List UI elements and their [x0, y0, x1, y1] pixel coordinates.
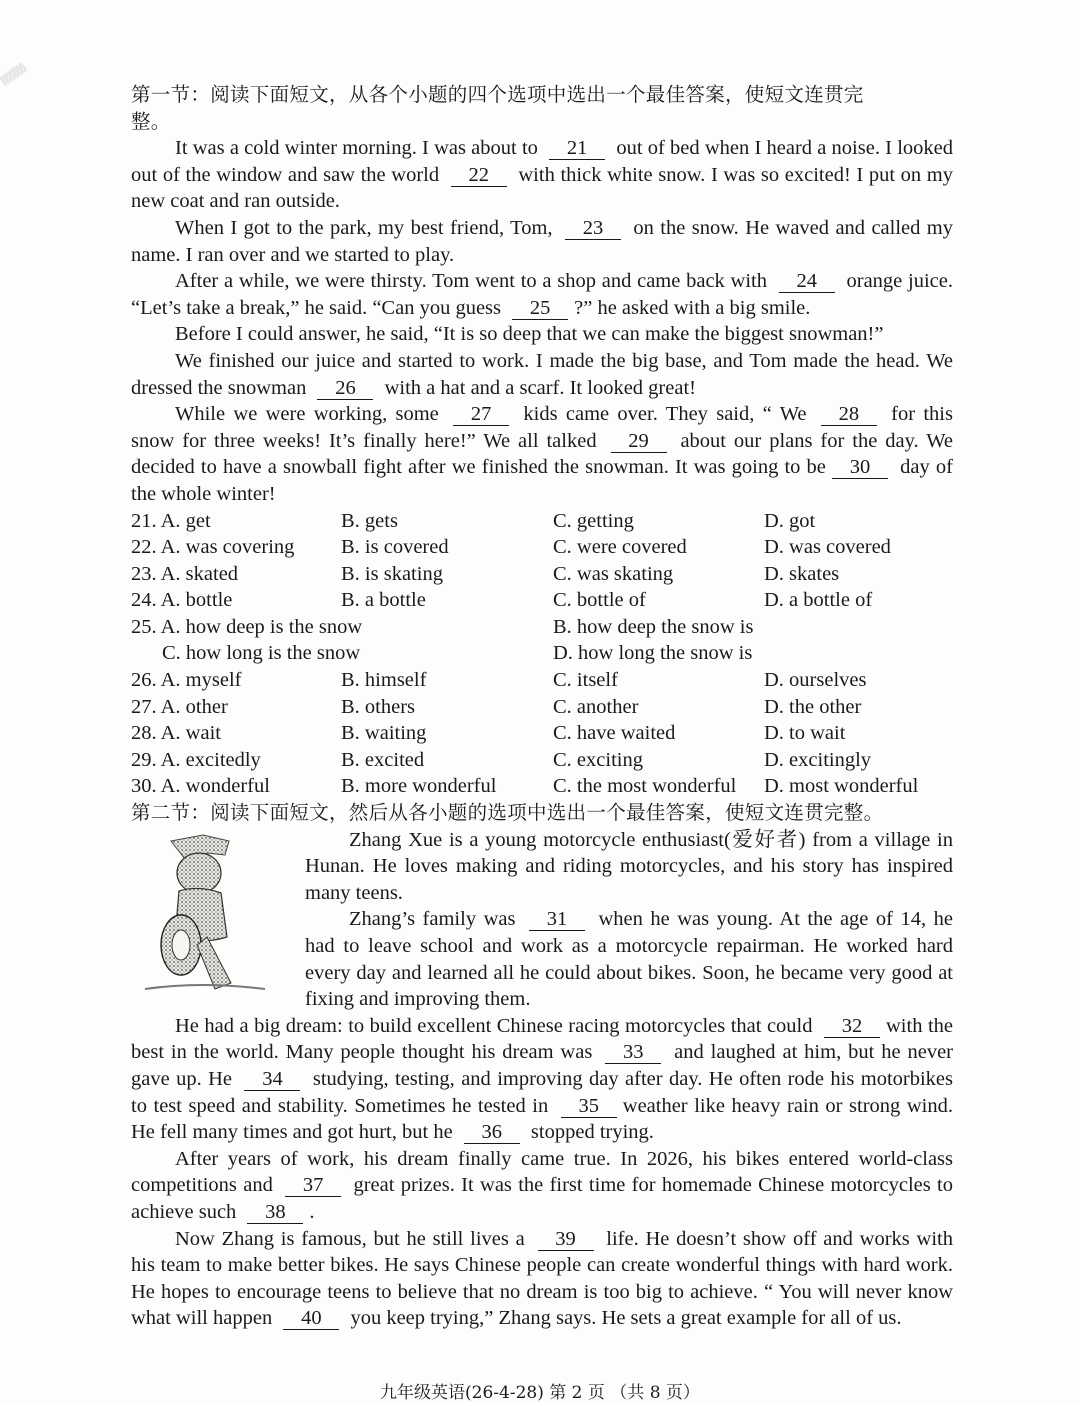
text: with a hat and a scarf. It looked great!	[379, 376, 696, 399]
options-21-24	[131, 508, 953, 614]
option-b: B. himself	[341, 669, 427, 692]
blank-29: 29	[611, 430, 667, 453]
option-c: C. have waited	[553, 722, 676, 745]
blank-31: 31	[529, 908, 585, 931]
motorcyclist-illustration	[141, 833, 269, 993]
text: Now Zhang is famous, but he still lives a	[175, 1227, 532, 1250]
blank-23: 23	[565, 217, 621, 240]
text: He had a big dream: to build excellent Chinese racing motorcycles that could	[175, 1014, 818, 1037]
blank-35: 35	[561, 1095, 617, 1118]
option-c: C. getting	[553, 509, 634, 532]
passage1-paragraph-1	[131, 135, 953, 215]
option-a: 26. A. myself	[131, 669, 242, 692]
text: We finished our juice and started to work. I made the big base, and Tom made the head. We dressed the snowman	[131, 349, 953, 399]
option-d: D. a bottle of	[764, 589, 873, 612]
text: kids came over. They said, “ We	[515, 403, 815, 426]
blank-25: 25	[512, 297, 568, 320]
option-a: 22. A. was covering	[131, 536, 295, 559]
question-row	[131, 587, 953, 614]
blank-32: 32	[824, 1015, 880, 1038]
option-d: D. to wait	[764, 722, 846, 745]
option-b: B. excited	[341, 748, 425, 771]
text: with thick white snow. I was so excited! I put on my new coat and ran outside.	[131, 163, 953, 213]
option-a: 21. A. get	[131, 509, 211, 532]
text: out of bed when I heard a noise. I looked out of the window and saw the world	[131, 137, 953, 186]
text: stopped trying.	[525, 1121, 654, 1144]
question-row	[131, 747, 953, 774]
option-b: B. waiting	[341, 722, 427, 745]
option-d: D. got	[764, 509, 816, 532]
option-d: D. the other	[764, 695, 862, 718]
text: After a while, we were thirsty. Tom went to a shop and came back with	[175, 270, 773, 293]
blank-37: 37	[285, 1174, 341, 1197]
blank-40: 40	[283, 1307, 339, 1330]
blank-26: 26	[317, 377, 373, 400]
text: .	[309, 1200, 315, 1223]
option-d: D. how long the snow is	[553, 642, 753, 665]
text: day of the whole winter!	[131, 456, 953, 505]
section1-heading-line1: 第一节：阅读下面短文，从各个小题的四个选项中选出一个最佳答案，使短文连贯完	[131, 83, 864, 106]
blank-22: 22	[451, 164, 507, 187]
text: about our plans for the day. We decided to have a snowball fight after we finished the snowman. It was going to be	[131, 429, 953, 479]
option-d: D. excitingly	[764, 748, 872, 771]
text: While we were working, some	[175, 403, 448, 426]
blank-39: 39	[538, 1228, 594, 1251]
option-b: B. is skating	[341, 562, 443, 585]
text: for this snow for three weeks! It’s finally here!” We all talked	[131, 403, 953, 452]
exam-page	[131, 82, 953, 1332]
text: life. He doesn’t show off and works with his team to make better bikes. He says Chinese people can create wonderful things with hard work. He hopes to encourage teens to believe that no dream is too big to achieve. “ You will never know what will happen	[131, 1227, 954, 1330]
option-d: D. was covered	[764, 536, 891, 559]
passage1-paragraph-3	[131, 268, 953, 321]
option-c: C. bottle of	[553, 589, 646, 612]
section1-heading-line2: 整。	[131, 109, 171, 133]
question-row	[131, 773, 953, 800]
blank-30: 30	[832, 456, 888, 479]
option-d: D. skates	[764, 562, 840, 585]
options-26-30	[131, 667, 953, 800]
blank-36: 36	[464, 1121, 520, 1144]
text: when he was young. At the age of 14, he had to leave school and work as a motorcycle repairman. He worked hard every day and learned all he could about bikes. Soon, he became very good at fixing and improving them.	[305, 908, 953, 1011]
passage1-paragraph-2	[131, 215, 953, 268]
passage2-intro	[131, 827, 953, 1013]
blank-34: 34	[244, 1068, 300, 1091]
passage2-paragraph-1: Zhang Xue is a young motorcycle enthusiast(爱好者) from a village in Hunan. He loves making and riding motorcycles, and his story has inspired many teens.	[305, 828, 953, 904]
text: studying, testing, and improving day after day. He often rode his motorbikes to test speed and stability. Sometimes he tested in	[131, 1067, 953, 1117]
blank-21: 21	[549, 137, 605, 160]
option-a: 25. A. how deep is the snow	[131, 615, 363, 638]
option-c: C. was skating	[553, 562, 674, 585]
option-c: C. itself	[553, 669, 618, 692]
question-row	[131, 667, 953, 694]
section2-heading: 第二节：阅读下面短文，然后从各小题的选项中选出一个最佳答案，使短文连贯完整。	[131, 801, 884, 825]
option-d: D. most wonderful	[764, 775, 919, 798]
text: on the snow. He waved and called my name. I ran over and we started to play.	[131, 216, 953, 266]
question-row	[131, 694, 953, 721]
passage2-paragraph-4	[131, 1146, 953, 1226]
text: weather like heavy rain or strong wind. He fell many times and got hurt, but he	[131, 1094, 953, 1144]
text: It was a cold winter morning. I was about to	[175, 137, 544, 160]
passage2-float-text	[305, 827, 953, 1013]
option-a: 23. A. skated	[131, 562, 239, 585]
text: you keep trying,” Zhang says. He sets a great example for all of us.	[345, 1307, 902, 1330]
passage1-paragraph-6	[131, 401, 953, 507]
option-b: B. how deep the snow is	[553, 615, 754, 638]
watermark: ▒▒▒▒	[0, 62, 29, 88]
question-row	[131, 614, 953, 641]
option-c: C. another	[553, 695, 639, 718]
option-b: B. more wonderful	[341, 775, 497, 798]
text: orange juice. “Let’s take a break,” he said. “Can you guess	[131, 270, 953, 319]
question-row	[131, 720, 953, 747]
blank-33: 33	[605, 1041, 661, 1064]
text: with the best in the world. Many people thought his dream was	[131, 1014, 953, 1064]
option-c: C. how long is the snow	[162, 642, 361, 665]
passage1-paragraph-4: Before I could answer, he said, “It is so deep that we can make the biggest snowman!”	[175, 323, 884, 346]
option-a: 30. A. wonderful	[131, 775, 270, 798]
text: and laughed at him, but he never gave up. He	[131, 1041, 953, 1090]
text: Zhang’s family was	[349, 908, 523, 931]
blank-28: 28	[821, 403, 877, 426]
text: ?” he asked with a big smile.	[574, 296, 811, 319]
option-b: B. is covered	[341, 536, 449, 559]
question-row	[131, 534, 953, 561]
text: When I got to the park, my best friend, Tom,	[175, 216, 559, 239]
option-c: C. were covered	[553, 536, 687, 559]
question-row	[131, 640, 953, 667]
question-row	[131, 508, 953, 535]
question-row	[131, 561, 953, 588]
passage1-paragraph-5	[131, 348, 953, 401]
blank-38: 38	[247, 1201, 303, 1224]
option-a: 24. A. bottle	[131, 589, 233, 612]
text: After years of work, his dream finally came true. In 2026, his bikes entered world-class competitions and	[131, 1147, 953, 1197]
option-a: 29. A. excitedly	[131, 748, 261, 771]
section1-heading	[131, 82, 953, 135]
option-d: D. ourselves	[764, 669, 867, 692]
option-a: 27. A. other	[131, 695, 228, 718]
blank-24: 24	[779, 270, 835, 293]
options-25	[131, 614, 953, 667]
blank-27: 27	[453, 403, 509, 426]
text: great prizes. It was the first time for homemade Chinese motorcycles to achieve such	[131, 1174, 953, 1223]
option-b: B. others	[341, 695, 416, 718]
option-c: C. the most wonderful	[553, 775, 737, 798]
option-c: C. exciting	[553, 748, 643, 771]
option-a: 28. A. wait	[131, 722, 221, 745]
passage2-paragraph-5	[131, 1226, 953, 1332]
page-footer: 九年级英语(26-4-28) 第 2 页 （共 8 页）	[380, 1383, 700, 1403]
passage2-paragraph-2	[305, 906, 953, 1012]
option-b: B. gets	[341, 509, 398, 532]
option-b: B. a bottle	[341, 589, 426, 612]
passage2-paragraph-3	[131, 1013, 953, 1146]
